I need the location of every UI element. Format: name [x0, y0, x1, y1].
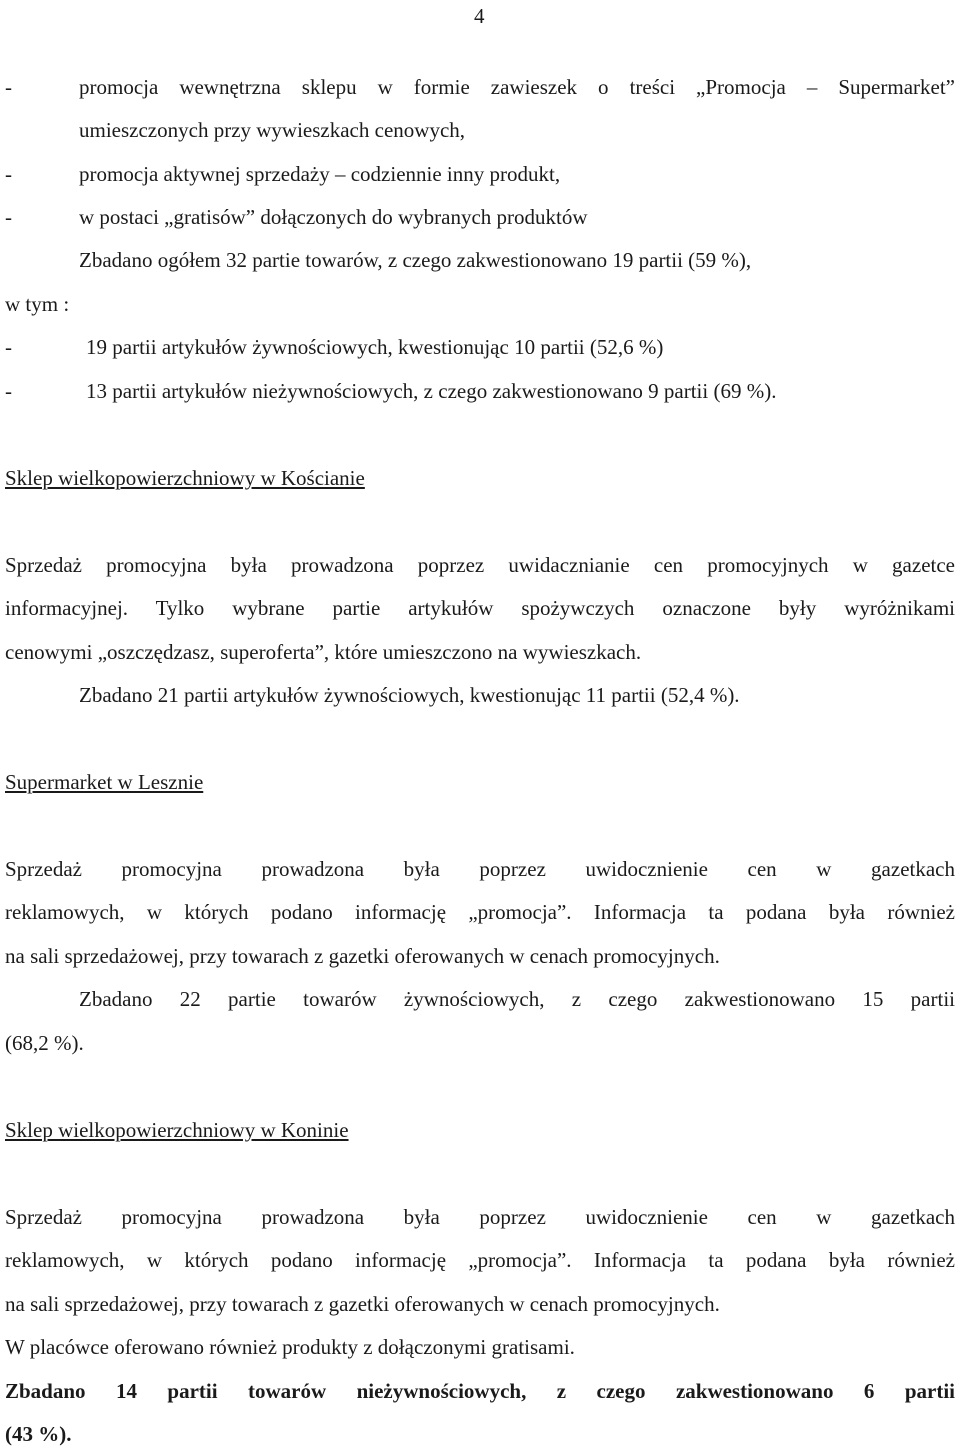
- paragraph-line: Zbadano 22 partie towarów żywnościowych, z czego zakwestionowano 15 partii: [79, 987, 955, 1011]
- paragraph-line: na sali sprzedażowej, przy towarach z gazetki oferowanych w cenach promocyjnych.: [5, 944, 720, 968]
- page-number: 4: [474, 4, 485, 28]
- paragraph-line: W placówce oferowano również produkty z dołączonymi gratisami.: [5, 1335, 575, 1359]
- paragraph-line: Sprzedaż promocyjna prowadzona była poprzez uwidocznienie cen w gazetkach: [5, 857, 955, 881]
- list-item: promocja aktywnej sprzedaży – codziennie inny produkt,: [79, 162, 561, 186]
- paragraph-line: reklamowych, w których podano informację „promocja”. Informacja ta podana była również: [5, 1248, 955, 1272]
- paragraph-line: reklamowych, w których podano informację „promocja”. Informacja ta podana była również: [5, 900, 955, 924]
- section-heading-konin: Sklep wielkopowierzchniowy w Koninie: [5, 1118, 349, 1142]
- paragraph-line: (68,2 %).: [5, 1031, 84, 1055]
- section-heading-koscian: Sklep wielkopowierzchniowy w Kościanie: [5, 466, 365, 490]
- paragraph-line: cenowymi „oszczędzasz, superoferta”, które umieszczono na wywieszkach.: [5, 640, 642, 664]
- paragraph-line: Zbadano 21 partii artykułów żywnościowych, kwestionując 11 partii (52,4 %).: [79, 683, 740, 707]
- list-item-continuation: umieszczonych przy wywieszkach cenowych,: [79, 118, 466, 142]
- paragraph-line-bold: (43 %).: [5, 1422, 72, 1446]
- list-dash: -: [5, 205, 12, 229]
- list-dash: -: [5, 335, 12, 359]
- section-heading-leszno: Supermarket w Lesznie: [5, 770, 204, 794]
- summary-text: Zbadano ogółem 32 partie towarów, z czego zakwestionowano 19 partii (59 %),: [79, 248, 752, 272]
- list-item: 13 partii artykułów nieżywnościowych, z czego zakwestionowano 9 partii (69 %).: [86, 379, 777, 403]
- paragraph-line-bold: Zbadano 14 partii towarów nieżywnościowych, z czego zakwestionowano 6 partii: [5, 1379, 955, 1403]
- summary-text: w tym :: [5, 292, 70, 316]
- list-dash: -: [5, 379, 12, 403]
- list-item: 19 partii artykułów żywnościowych, kwestionując 10 partii (52,6 %): [86, 335, 664, 359]
- list-dash: -: [5, 162, 12, 186]
- list-item: w postaci „gratisów” dołączonych do wybranych produktów: [79, 205, 588, 229]
- paragraph-line: Sprzedaż promocyjna prowadzona była poprzez uwidocznienie cen w gazetkach: [5, 1205, 955, 1229]
- paragraph-line: Sprzedaż promocyjna była prowadzona poprzez uwidacznianie cen promocyjnych w gazetce: [5, 553, 955, 577]
- list-item: promocja wewnętrzna sklepu w formie zawieszek o treści „Promocja – Supermarket”: [79, 75, 955, 99]
- paragraph-line: na sali sprzedażowej, przy towarach z gazetki oferowanych w cenach promocyjnych.: [5, 1292, 720, 1316]
- paragraph-line: informacyjnej. Tylko wybrane partie artykułów spożywczych oznaczone były wyróżnikami: [5, 596, 955, 620]
- list-dash: -: [5, 75, 12, 99]
